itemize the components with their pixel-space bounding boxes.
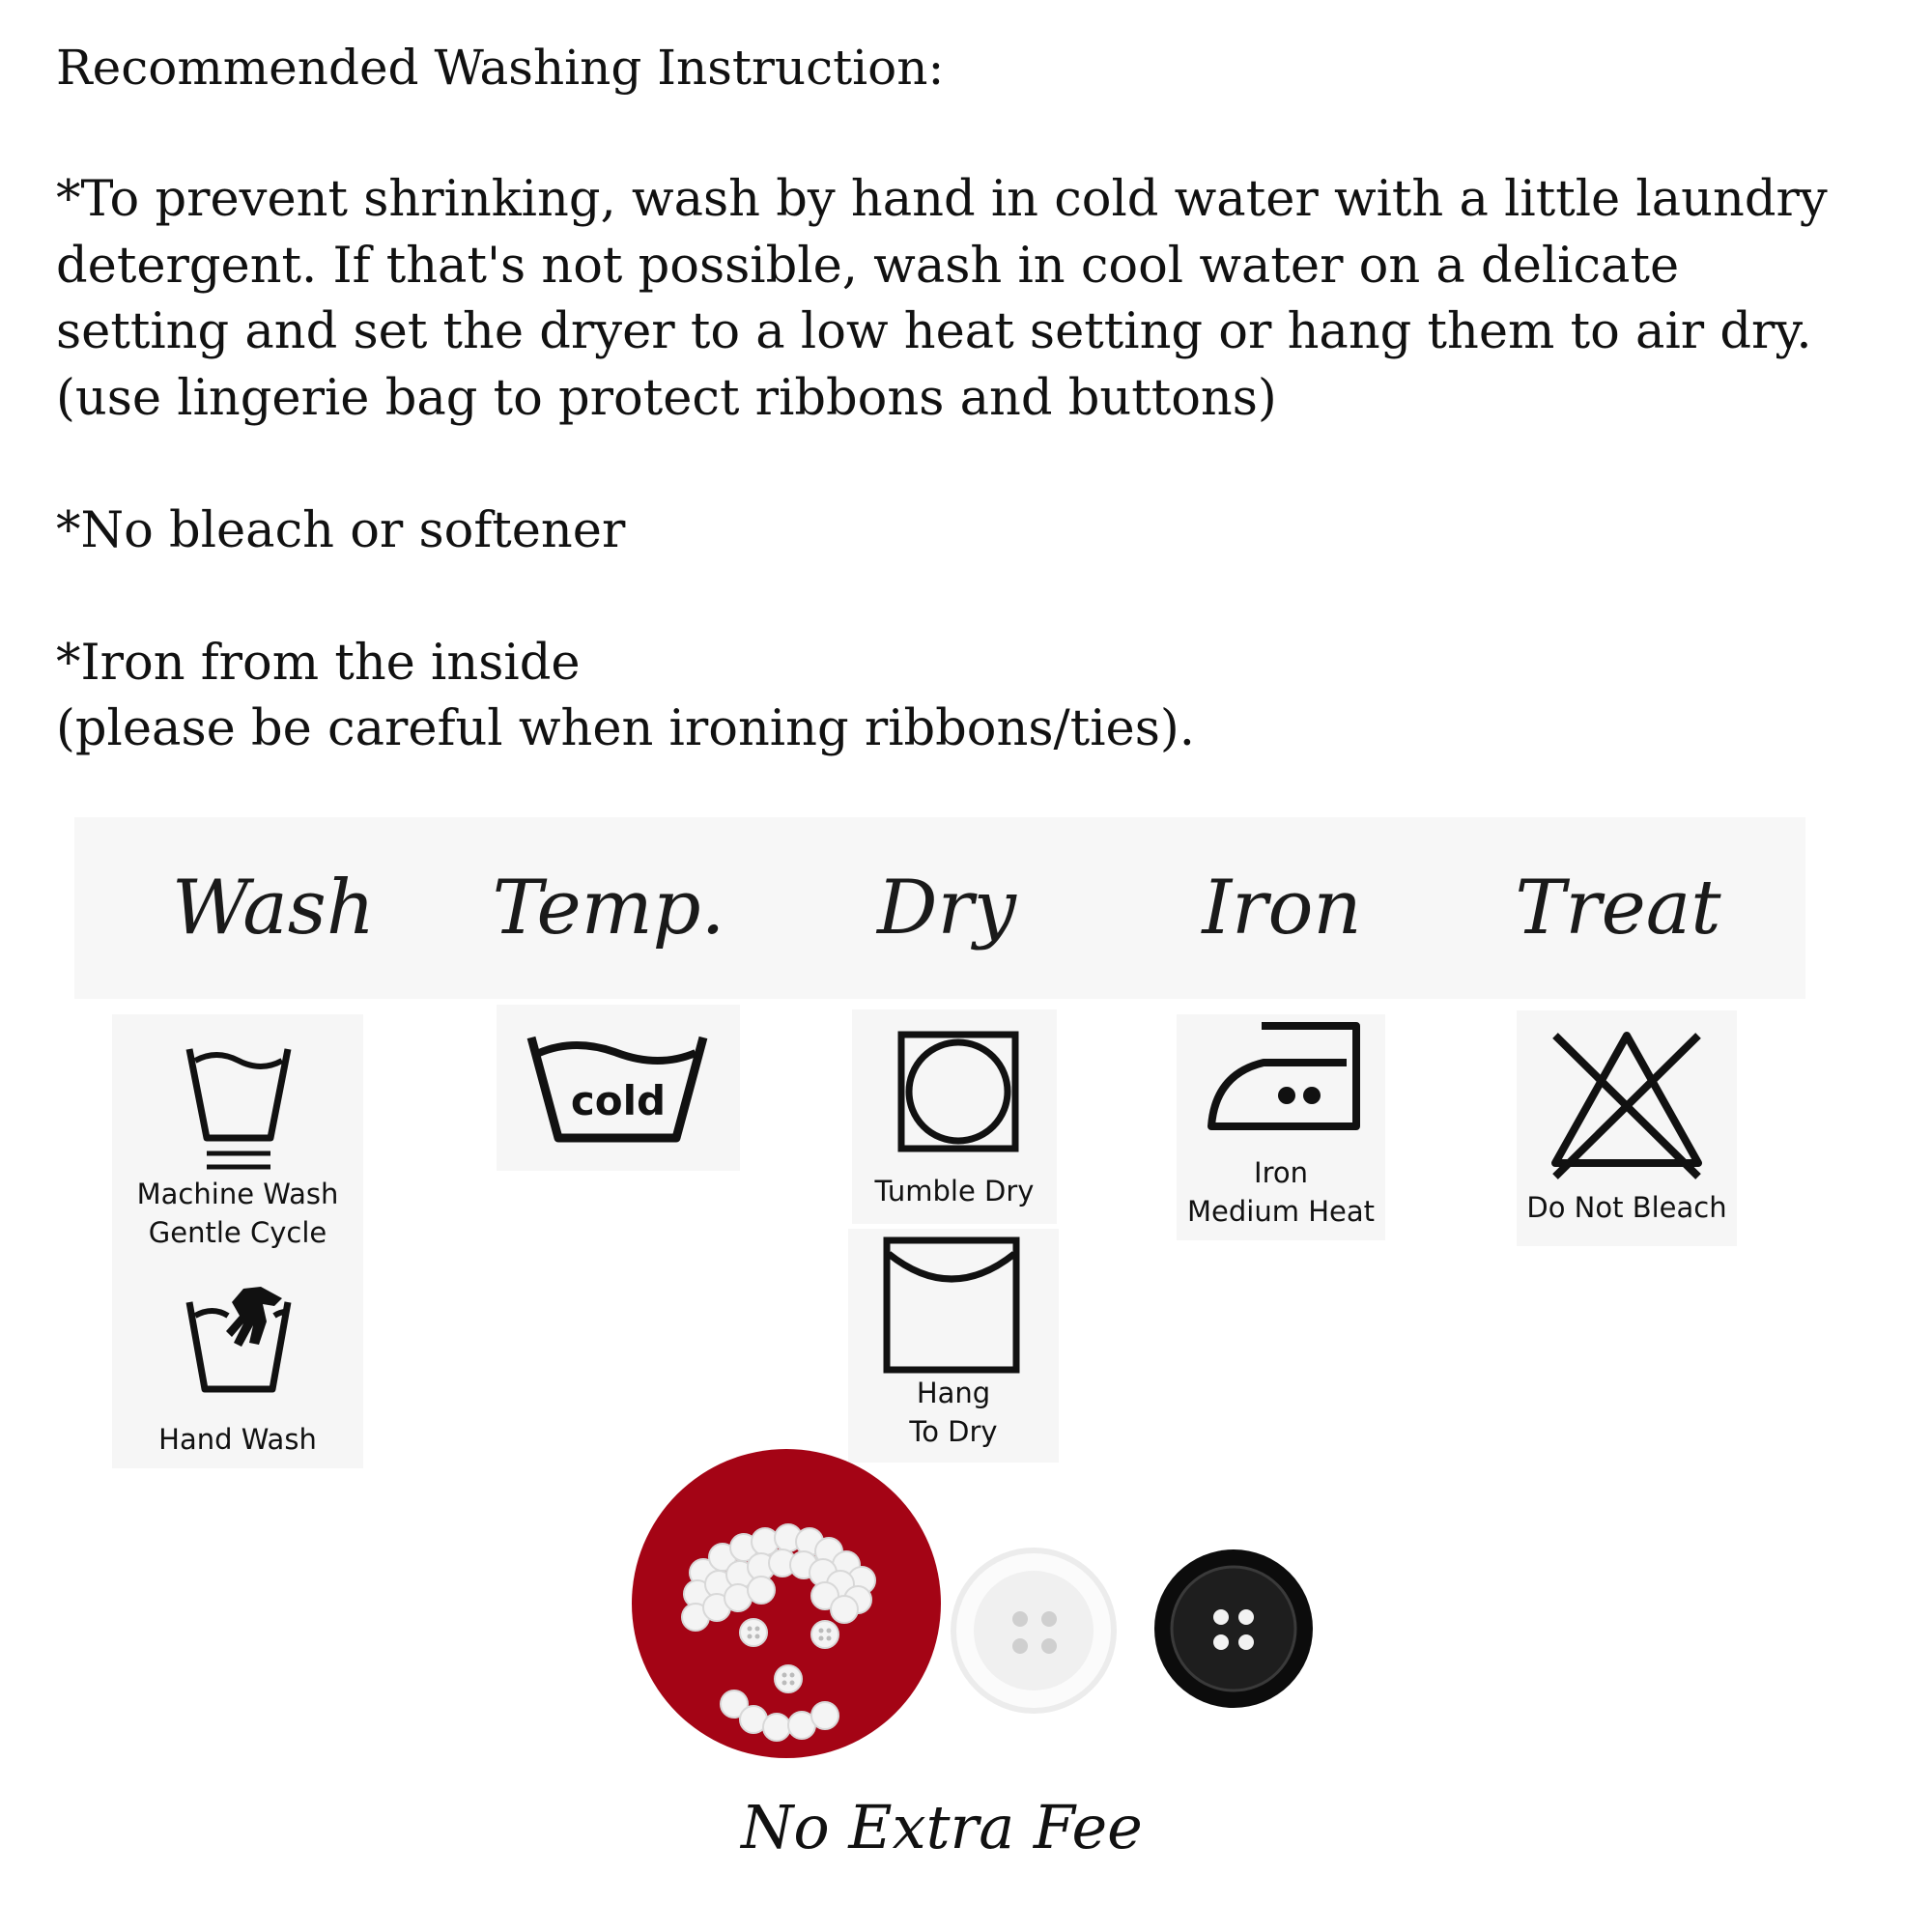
button-tray-icon [632, 1449, 941, 1758]
header-wash: Wash [171, 865, 376, 952]
header-iron: Iron [1202, 865, 1362, 952]
hang-to-dry-label: Hang To Dry [909, 1377, 998, 1448]
instruction-line: (please be careful when ironing ribbons/ties). [56, 700, 1195, 757]
black-button-icon [1154, 1549, 1313, 1708]
tumble-dry-card [852, 1009, 1057, 1224]
instruction-line: (use lingerie bag to protect ribbons and buttons) [56, 369, 1277, 427]
instruction-line: detergent. If that's not possible, wash in cool water on a delicate [56, 237, 1680, 295]
temp-symbol-card [497, 1005, 740, 1171]
spare-buttons-illustration [618, 1449, 1314, 1768]
header-temp: Temp. [492, 865, 725, 952]
cold-label: cold [570, 1077, 667, 1124]
header-treat: Treat [1515, 865, 1721, 952]
instruction-line: setting and set the dryer to a low heat setting or hang them to air dry. [56, 303, 1812, 360]
iron-medium-label: Iron Medium Heat [1187, 1156, 1375, 1228]
instruction-line: *To prevent shrinking, wash by hand in cold water with a little laundry [56, 171, 1828, 228]
hand-wash-icon [185, 1283, 292, 1408]
tumble-dry-label: Tumble Dry [874, 1175, 1035, 1208]
iron-symbol-card [1177, 1014, 1385, 1240]
do-not-bleach-icon [1548, 1026, 1706, 1180]
iron-medium-heat-icon [1206, 1018, 1364, 1134]
instructions-title: Recommended Washing Instruction: [56, 40, 945, 96]
instruction-line: *No bleach or softener [56, 501, 626, 559]
machine-wash-label: Machine Wash Gentle Cycle [136, 1178, 339, 1249]
hang-dry-card [848, 1229, 1059, 1463]
hand-wash-label: Hand Wash [158, 1423, 317, 1456]
do-not-bleach-label: Do Not Bleach [1526, 1191, 1727, 1224]
hang-to-dry-icon [883, 1236, 1020, 1374]
tumble-dry-icon [897, 1031, 1019, 1152]
washing-instructions [56, 35, 1911, 763]
header-dry: Dry [877, 865, 1016, 952]
no-extra-fee-caption: No Extra Fee [741, 1792, 1143, 1862]
wash-symbols-card [112, 1014, 363, 1468]
instruction-line: *Iron from the inside [56, 634, 581, 692]
white-button-icon [951, 1548, 1117, 1714]
treat-symbol-card [1517, 1010, 1737, 1246]
